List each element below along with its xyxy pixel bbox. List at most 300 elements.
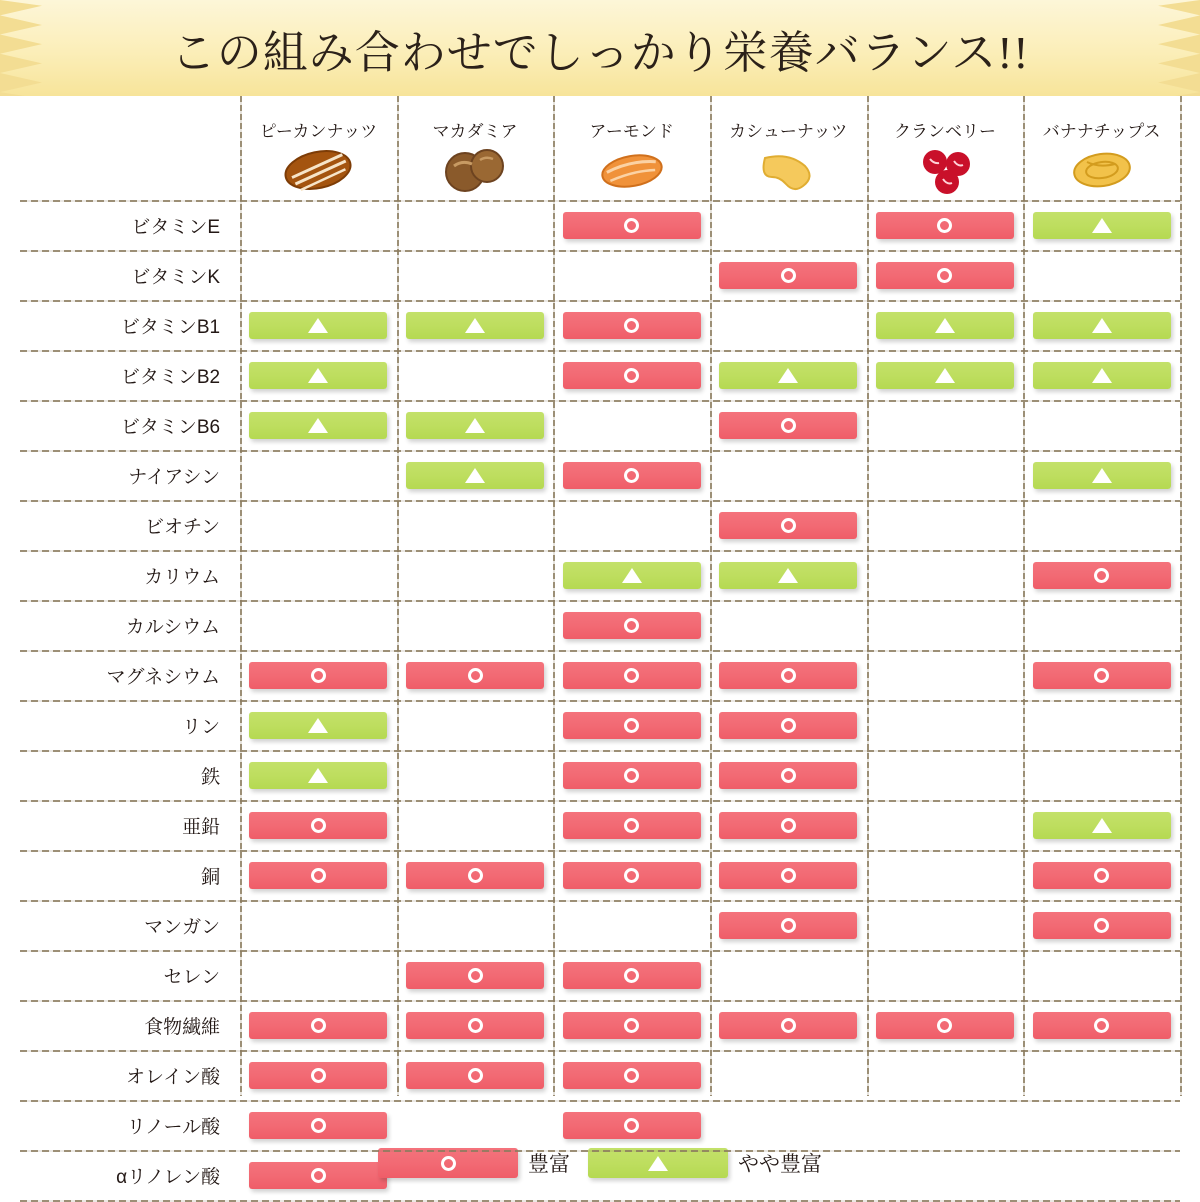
matrix-cell <box>710 250 867 300</box>
matrix-cell <box>710 200 867 250</box>
table-row <box>20 950 1180 1000</box>
matrix-cell <box>553 200 710 250</box>
circle-marker-icon <box>781 868 796 883</box>
badge-semi <box>1033 812 1171 839</box>
matrix-cell <box>710 750 867 800</box>
matrix-cell <box>867 950 1024 1000</box>
matrix-cell <box>240 500 397 550</box>
matrix-cell <box>397 550 554 600</box>
matrix-cell <box>1023 500 1180 550</box>
circle-marker-icon <box>781 668 796 683</box>
badge-rich <box>249 1012 387 1039</box>
circle-marker-icon <box>624 468 639 483</box>
badge-rich <box>406 962 544 989</box>
triangle-marker-icon <box>622 568 642 583</box>
matrix-cell <box>710 1100 867 1150</box>
matrix-cell <box>553 500 710 550</box>
matrix-cell <box>397 750 554 800</box>
circle-marker-icon <box>624 768 639 783</box>
matrix-cell <box>867 300 1024 350</box>
matrix-cell <box>1023 600 1180 650</box>
column-header-cashew <box>710 96 867 200</box>
banana-chips-icon <box>1059 144 1145 196</box>
matrix-cell <box>553 300 710 350</box>
badge-rich <box>719 812 857 839</box>
badge-rich <box>876 212 1014 239</box>
grid-line-horizontal <box>20 800 1180 802</box>
badge-rich <box>1033 1012 1171 1039</box>
table-row <box>20 550 1180 600</box>
badge-rich <box>719 712 857 739</box>
corner-cell <box>20 96 240 200</box>
column-label: マカダミア <box>432 122 518 141</box>
grid-line-horizontal <box>20 950 1180 952</box>
matrix-cell <box>240 700 397 750</box>
triangle-marker-icon <box>465 468 485 483</box>
triangle-marker-icon <box>465 318 485 333</box>
matrix-cell <box>240 750 397 800</box>
circle-marker-icon <box>624 1118 639 1133</box>
row-label: ビタミンB1 <box>120 316 221 338</box>
matrix-cell <box>867 1100 1024 1150</box>
grid-line-horizontal <box>20 400 1180 402</box>
matrix-cell <box>553 600 710 650</box>
table-row <box>20 200 1180 250</box>
matrix-cell <box>240 450 397 500</box>
matrix-cell <box>1023 700 1180 750</box>
matrix-cell <box>867 850 1024 900</box>
triangle-marker-icon <box>1092 218 1112 233</box>
badge-rich <box>563 312 701 339</box>
badge-rich <box>563 762 701 789</box>
legend-item-semi <box>588 1148 822 1178</box>
table-row <box>20 1000 1180 1050</box>
matrix-cell <box>553 250 710 300</box>
grid-line-vertical <box>240 96 242 1096</box>
matrix-cell <box>1023 1100 1180 1150</box>
circle-marker-icon <box>624 668 639 683</box>
grid-line-horizontal <box>20 650 1180 652</box>
matrix-cell <box>867 450 1024 500</box>
column-label: カシューナッツ <box>729 122 848 141</box>
almond-icon <box>589 144 675 196</box>
matrix-cell <box>553 750 710 800</box>
matrix-cell <box>710 400 867 450</box>
matrix-cell <box>553 1000 710 1050</box>
circle-marker-icon <box>624 1018 639 1033</box>
table-row <box>20 750 1180 800</box>
badge-semi <box>719 362 857 389</box>
matrix-cell <box>240 650 397 700</box>
badge-semi <box>876 362 1014 389</box>
matrix-cell <box>1023 1050 1180 1100</box>
row-label: リノール酸 <box>126 1116 221 1138</box>
legend <box>0 1148 1200 1178</box>
table-row <box>20 600 1180 650</box>
matrix-cell <box>867 650 1024 700</box>
badge-rich <box>719 862 857 889</box>
matrix-cell <box>1023 450 1180 500</box>
matrix-cell <box>1023 650 1180 700</box>
matrix-cell <box>397 450 554 500</box>
matrix-cell <box>1023 900 1180 950</box>
table-row <box>20 700 1180 750</box>
matrix-cell <box>397 800 554 850</box>
matrix-cell <box>240 1100 397 1150</box>
badge-rich <box>249 662 387 689</box>
badge-rich <box>406 1062 544 1089</box>
matrix-cell <box>867 750 1024 800</box>
matrix-cell <box>1023 300 1180 350</box>
badge-rich <box>1033 862 1171 889</box>
legend-label-rich: 豊富 <box>528 1153 570 1176</box>
grid-line-vertical <box>397 96 399 1096</box>
badge-rich <box>563 1062 701 1089</box>
circle-marker-icon <box>311 868 326 883</box>
row-label: マグネシウム <box>106 666 221 688</box>
table-row <box>20 800 1180 850</box>
matrix-cell <box>397 600 554 650</box>
column-label: アーモンド <box>589 122 674 141</box>
matrix-cell <box>1023 400 1180 450</box>
badge-semi <box>876 312 1014 339</box>
matrix-cell <box>710 1000 867 1050</box>
table-row <box>20 450 1180 500</box>
badge-rich <box>563 462 701 489</box>
row-label: ビタミンB6 <box>120 416 221 438</box>
grid-line-horizontal <box>20 1050 1180 1052</box>
grid-line-horizontal <box>20 1100 1180 1102</box>
matrix-cell <box>553 550 710 600</box>
matrix-cell <box>397 300 554 350</box>
badge-semi <box>406 462 544 489</box>
circle-marker-icon <box>624 968 639 983</box>
grid-line-horizontal <box>20 1150 1180 1152</box>
row-label: 銅 <box>201 866 221 888</box>
table-row <box>20 900 1180 950</box>
row-label: リン <box>182 716 221 738</box>
badge-semi <box>1033 212 1171 239</box>
badge-rich <box>876 1012 1014 1039</box>
matrix-cell <box>397 250 554 300</box>
circle-marker-icon <box>624 318 639 333</box>
table-row <box>20 1100 1180 1150</box>
matrix-cell <box>397 500 554 550</box>
matrix-cell <box>867 550 1024 600</box>
matrix-cell <box>240 1050 397 1100</box>
row-label: αリノレン酸 <box>116 1166 221 1188</box>
matrix-cell <box>867 1050 1024 1100</box>
badge-rich <box>563 962 701 989</box>
badge-semi <box>1033 362 1171 389</box>
matrix-cell <box>867 800 1024 850</box>
matrix-cell <box>240 550 397 600</box>
grid-line-horizontal <box>20 350 1180 352</box>
badge-rich <box>719 262 857 289</box>
circle-marker-icon <box>624 618 639 633</box>
circle-marker-icon <box>624 218 639 233</box>
column-label: クランベリー <box>893 122 996 141</box>
badge-rich <box>563 862 701 889</box>
triangle-marker-icon <box>778 368 798 383</box>
page-title: この組み合わせでしっかり栄養バランス!! <box>170 27 1030 78</box>
matrix-cell <box>710 850 867 900</box>
matrix-cell <box>867 350 1024 400</box>
circle-marker-icon <box>781 518 796 533</box>
legend-label-semi: やや豊富 <box>738 1153 822 1176</box>
matrix-cell <box>1023 250 1180 300</box>
table-row <box>20 500 1180 550</box>
table-row <box>20 1050 1180 1100</box>
matrix-cell <box>397 350 554 400</box>
circle-marker-icon <box>311 1118 326 1133</box>
badge-semi <box>719 562 857 589</box>
grid-line-horizontal <box>20 700 1180 702</box>
title-banner <box>0 0 1200 96</box>
badge-rich <box>563 812 701 839</box>
triangle-marker-icon <box>308 768 328 783</box>
matrix-cell <box>710 600 867 650</box>
triangle-marker-icon <box>308 318 328 333</box>
matrix-cell <box>1023 200 1180 250</box>
row-label: ビタミンB2 <box>120 366 221 388</box>
row-label: 亜鉛 <box>182 816 221 838</box>
matrix-cell <box>1023 950 1180 1000</box>
triangle-marker-icon <box>1092 318 1112 333</box>
matrix-cell <box>553 850 710 900</box>
badge-rich <box>249 1062 387 1089</box>
triangle-marker-icon <box>308 418 328 433</box>
matrix-cell <box>867 200 1024 250</box>
circle-marker-icon <box>1094 868 1109 883</box>
grid-line-vertical <box>553 96 555 1096</box>
matrix-cell <box>553 650 710 700</box>
matrix-cell <box>710 300 867 350</box>
badge-rich <box>249 812 387 839</box>
matrix-cell <box>397 700 554 750</box>
matrix-cell <box>710 550 867 600</box>
row-label: マンガン <box>144 916 221 938</box>
column-header-macadamia <box>397 96 554 200</box>
badge-rich <box>719 662 857 689</box>
matrix-cell <box>397 650 554 700</box>
matrix-cell <box>710 950 867 1000</box>
row-label: 食物繊維 <box>144 1016 221 1038</box>
matrix-cell <box>240 300 397 350</box>
circle-marker-icon <box>468 1068 483 1083</box>
badge-rich <box>406 1012 544 1039</box>
badge-rich <box>719 412 857 439</box>
legend-badge-rich <box>378 1148 518 1178</box>
matrix-cell <box>397 1050 554 1100</box>
macadamia-nut-icon <box>432 144 518 196</box>
row-label: カリウム <box>144 566 221 588</box>
badge-rich <box>563 1012 701 1039</box>
grid-line-horizontal <box>20 250 1180 252</box>
circle-marker-icon <box>937 218 952 233</box>
matrix-cell <box>553 800 710 850</box>
triangle-marker-icon <box>935 318 955 333</box>
matrix-cell <box>1023 850 1180 900</box>
table-row <box>20 850 1180 900</box>
matrix-cell <box>710 900 867 950</box>
badge-rich <box>719 1012 857 1039</box>
row-label: ビオチン <box>145 516 221 538</box>
nutrition-table <box>20 96 1180 1200</box>
matrix-cell <box>240 950 397 1000</box>
badge-semi <box>563 562 701 589</box>
matrix-cell <box>553 450 710 500</box>
matrix-cell <box>710 350 867 400</box>
badge-rich <box>406 862 544 889</box>
badge-semi <box>249 412 387 439</box>
matrix-cell <box>867 400 1024 450</box>
matrix-cell <box>710 800 867 850</box>
matrix-cell <box>710 1050 867 1100</box>
grid-line-horizontal <box>20 750 1180 752</box>
column-header-cranberry <box>867 96 1024 200</box>
badge-semi <box>249 762 387 789</box>
triangle-marker-icon <box>648 1156 668 1171</box>
matrix-cell <box>710 650 867 700</box>
grid-line-horizontal <box>20 600 1180 602</box>
circle-marker-icon <box>937 268 952 283</box>
triangle-marker-icon <box>1092 468 1112 483</box>
matrix-cell <box>1023 750 1180 800</box>
cranberry-icon <box>902 144 988 196</box>
circle-marker-icon <box>468 1018 483 1033</box>
circle-marker-icon <box>781 918 796 933</box>
triangle-marker-icon <box>935 368 955 383</box>
table-row <box>20 650 1180 700</box>
header-row <box>20 96 1180 200</box>
grid-line-horizontal <box>20 550 1180 552</box>
row-label: カルシウム <box>125 616 221 638</box>
badge-semi <box>249 712 387 739</box>
circle-marker-icon <box>781 768 796 783</box>
row-label: セレン <box>163 966 221 988</box>
matrix-cell <box>867 1000 1024 1050</box>
nutrition-matrix <box>20 96 1180 1200</box>
matrix-cell <box>397 200 554 250</box>
row-label: ビタミンK <box>131 266 221 288</box>
row-label: ビタミンE <box>131 216 221 238</box>
matrix-cell <box>867 900 1024 950</box>
badge-rich <box>876 262 1014 289</box>
circle-marker-icon <box>781 418 796 433</box>
badge-rich <box>563 1112 701 1139</box>
badge-rich <box>719 762 857 789</box>
badge-semi <box>249 362 387 389</box>
circle-marker-icon <box>781 1018 796 1033</box>
circle-marker-icon <box>1094 918 1109 933</box>
badge-semi <box>1033 462 1171 489</box>
matrix-cell <box>397 400 554 450</box>
badge-semi <box>406 412 544 439</box>
matrix-cell <box>240 1000 397 1050</box>
grid-line-vertical <box>867 96 869 1096</box>
triangle-marker-icon <box>1092 818 1112 833</box>
grid-line-horizontal <box>20 450 1180 452</box>
matrix-cell <box>553 400 710 450</box>
matrix-cell <box>867 600 1024 650</box>
triangle-marker-icon <box>308 368 328 383</box>
matrix-cell <box>240 800 397 850</box>
matrix-cell <box>240 400 397 450</box>
circle-marker-icon <box>311 668 326 683</box>
matrix-cell <box>240 850 397 900</box>
badge-semi <box>249 312 387 339</box>
grid-line-horizontal <box>20 1000 1180 1002</box>
matrix-cell <box>553 1050 710 1100</box>
triangle-marker-icon <box>1092 368 1112 383</box>
badge-rich <box>563 612 701 639</box>
column-header-banana-chips <box>1023 96 1180 200</box>
circle-marker-icon <box>441 1156 456 1171</box>
matrix-cell <box>240 350 397 400</box>
column-header-almond <box>553 96 710 200</box>
circle-marker-icon <box>468 868 483 883</box>
column-header-pecan <box>240 96 397 200</box>
circle-marker-icon <box>624 1068 639 1083</box>
matrix-cell <box>240 900 397 950</box>
matrix-cell <box>1023 800 1180 850</box>
table-header <box>20 96 1180 200</box>
badge-semi <box>406 312 544 339</box>
badge-rich <box>563 212 701 239</box>
matrix-cell <box>240 200 397 250</box>
badge-rich <box>719 512 857 539</box>
circle-marker-icon <box>624 718 639 733</box>
pecan-nut-icon <box>275 144 361 196</box>
grid-line-horizontal <box>20 300 1180 302</box>
matrix-cell <box>553 950 710 1000</box>
circle-marker-icon <box>937 1018 952 1033</box>
circle-marker-icon <box>781 818 796 833</box>
badge-rich <box>563 662 701 689</box>
circle-marker-icon <box>468 668 483 683</box>
circle-marker-icon <box>624 368 639 383</box>
grid-line-vertical <box>1180 96 1182 1096</box>
badge-rich <box>406 662 544 689</box>
circle-marker-icon <box>311 1018 326 1033</box>
badge-rich <box>1033 662 1171 689</box>
badge-semi <box>1033 312 1171 339</box>
circle-marker-icon <box>311 818 326 833</box>
column-label: ピーカンナッツ <box>259 122 378 141</box>
matrix-cell <box>1023 350 1180 400</box>
matrix-cell <box>867 700 1024 750</box>
triangle-marker-icon <box>465 418 485 433</box>
grid-line-horizontal <box>20 850 1180 852</box>
matrix-cell <box>1023 1000 1180 1050</box>
matrix-cell <box>710 450 867 500</box>
grid-line-horizontal <box>20 900 1180 902</box>
matrix-cell <box>240 250 397 300</box>
row-label: オレイン酸 <box>126 1066 221 1088</box>
triangle-marker-icon <box>778 568 798 583</box>
legend-item-rich <box>378 1148 570 1178</box>
circle-marker-icon <box>624 868 639 883</box>
circle-marker-icon <box>781 268 796 283</box>
matrix-cell <box>867 250 1024 300</box>
matrix-cell <box>397 950 554 1000</box>
circle-marker-icon <box>1094 568 1109 583</box>
matrix-cell <box>553 900 710 950</box>
matrix-cell <box>240 600 397 650</box>
matrix-cell <box>553 700 710 750</box>
circle-marker-icon <box>624 818 639 833</box>
